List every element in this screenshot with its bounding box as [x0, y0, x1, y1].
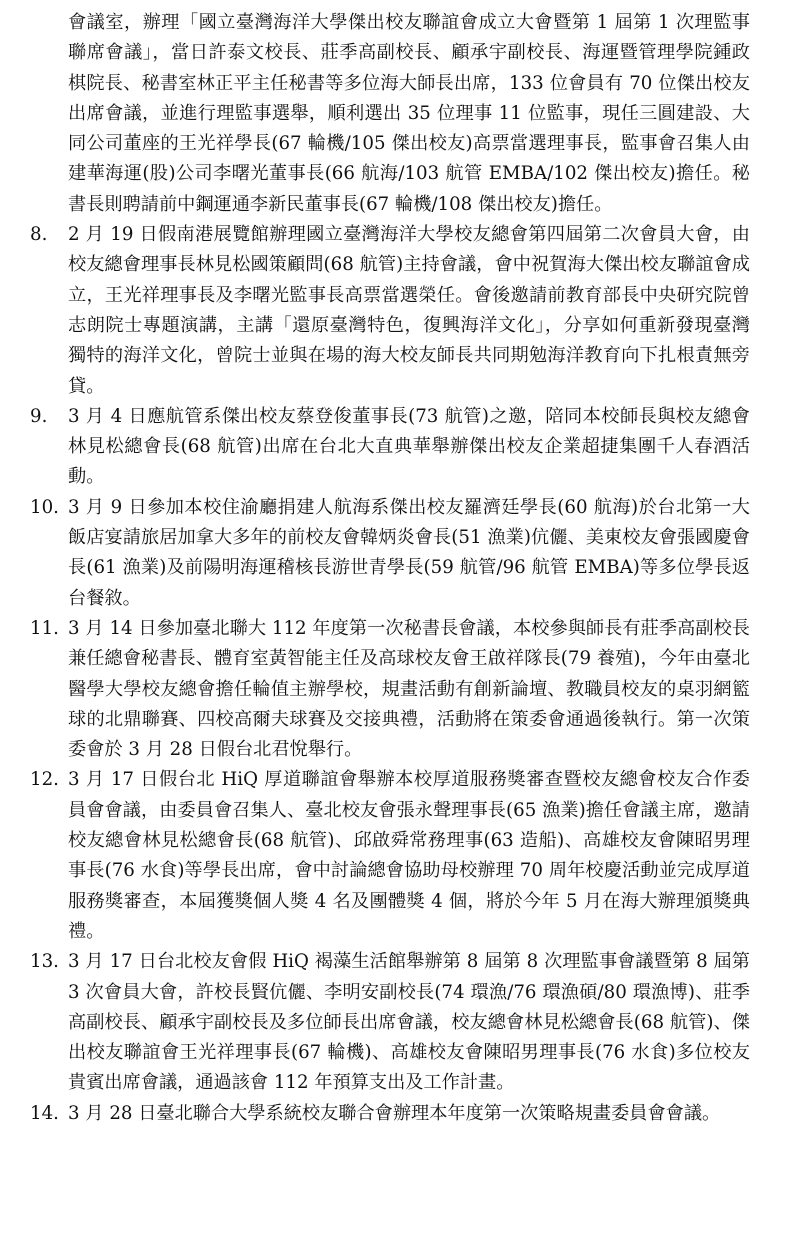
- item-text: 3 月 9 日參加本校住渝廳捐建人航海系傑出校友羅濟廷學長(60 航海)於台北第一大飯店宴請旅居加拿大多年的前校友會韓炳炎會長(51 漁業)伉儷、美東校友會張國慶會長(61 漁業)及前陽明海運稽核長游世青學長(59 航管/96 航管 EMBA)等多位學長返台餐敘。: [68, 496, 750, 609]
- item-number: 13.: [30, 951, 59, 973]
- item-number: 10.: [30, 496, 59, 518]
- list-item: [30, 765, 750, 947]
- list-item: [30, 220, 750, 402]
- continuation-text: 會議室，辦理「國立臺灣海洋大學傑出校友聯誼會成立大會暨第 1 屆第 1 次理監事聯席會議」，當日許泰文校長、莊季高副校長、顧承宇副校長、海運暨管理學院鍾政棋院長、秘書室林正平主任秘書等多位海大師長出席，133 位會員有 70 位傑出校友出席會議，並進行理監事選舉，順利選出 35 位理事 11 位監事，現任三圓建設、大同公司董座的王光祥學長(67 輪機/105 傑出校友)高票當選理事長，監事會召集人由建華海運(股)公司李曙光董事長(66 航海/103 航管 EMBA/102 傑出校友)擔任。秘書長則聘請前中鋼運通李新民董事長(67 輪機/108 傑出校友)擔任。: [68, 12, 750, 215]
- item-text: 3 月 17 日台北校友會假 HiQ 褐藻生活館舉辦第 8 屆第 8 次理監事會議暨第 8 屆第 3 次會員大會，許校長賢伉儷、李明安副校長(74 環漁/76 環漁碩/80 環漁博)、莊季高副校長、顧承宇副校長及多位師長出席會議，校友總會林見松總會長(68 航管)、傑出校友聯誼會王光祥理事長(67 輪機)、高雄校友會陳昭男理事長(76 水食)多位校友貴賓出席會議，通過該會 112 年預算支出及工作計畫。: [68, 951, 750, 1094]
- item-text: 2 月 19 日假南港展覽館辦理國立臺灣海洋大學校友總會第四屆第二次會員大會，由校友總會理事長林見松國策顧問(68 航管)主持會議，會中祝賀海大傑出校友聯誼會成立，王光祥理事長及李曙光監事長高票當選榮任。會後邀請前教育部長中央研究院曾志朗院士專題演講，主講「還原臺灣特色，復興海洋文化」，分享如何重新發現臺灣獨特的海洋文化，曾院士並與在場的海大校友師長共同期勉海洋教育向下扎根責無旁貸。: [68, 224, 750, 397]
- item-text: 3 月 17 日假台北 HiQ 厚道聯誼會舉辦本校厚道服務獎審查暨校友總會校友合作委員會會議，由委員會召集人、臺北校友會張永聲理事長(65 漁業)擔任會議主席，邀請校友總會林見松總會長(68 航管)、邱啟舜常務理事(63 造船)、高雄校友會陳昭男理事長(76 水食)等學長出席，會中討論總會協助母校辦理 70 周年校慶活動並完成厚道服務獎審查，本屆獲獎個人獎 4 名及團體獎 4 個，將於今年 5 月在海大辦理頒獎典禮。: [68, 769, 750, 942]
- list-item: [30, 614, 750, 765]
- item-number: 9.: [30, 405, 48, 427]
- list-item: [30, 947, 750, 1098]
- item-number: 14.: [30, 1102, 59, 1124]
- continuation-paragraph: [30, 8, 750, 220]
- item-number: 12.: [30, 769, 59, 791]
- item-number: 11.: [30, 617, 59, 639]
- list-item: [30, 402, 750, 493]
- list-item: [30, 1099, 750, 1129]
- item-text: 3 月 28 日臺北聯合大學系統校友聯合會辦理本年度第一次策略規畫委員會會議。: [68, 1102, 721, 1124]
- list-item: [30, 493, 750, 614]
- item-number: 8.: [30, 224, 48, 246]
- item-text: 3 月 14 日參加臺北聯大 112 年度第一次秘書長會議，本校參與師長有莊季高副校長兼任總會秘書長、體育室黃智能主任及高球校友會王啟祥隊長(79 養殖)，今年由臺北醫學大學校友總會擔任輪值主辦學校，規畫活動有創新論壇、教職員校友的桌羽網籃球的北鼎聯賽、四校高爾夫球賽及交接典禮，活動將在策委會通過後執行。第一次策委會於 3 月 28 日假台北君悅舉行。: [68, 617, 750, 761]
- item-text: 3 月 4 日應航管系傑出校友蔡登俊董事長(73 航管)之邀，陪同本校師長與校友總會林見松總會長(68 航管)出席在台北大直典華舉辦傑出校友企業超捷集團千人春酒活動。: [68, 405, 750, 488]
